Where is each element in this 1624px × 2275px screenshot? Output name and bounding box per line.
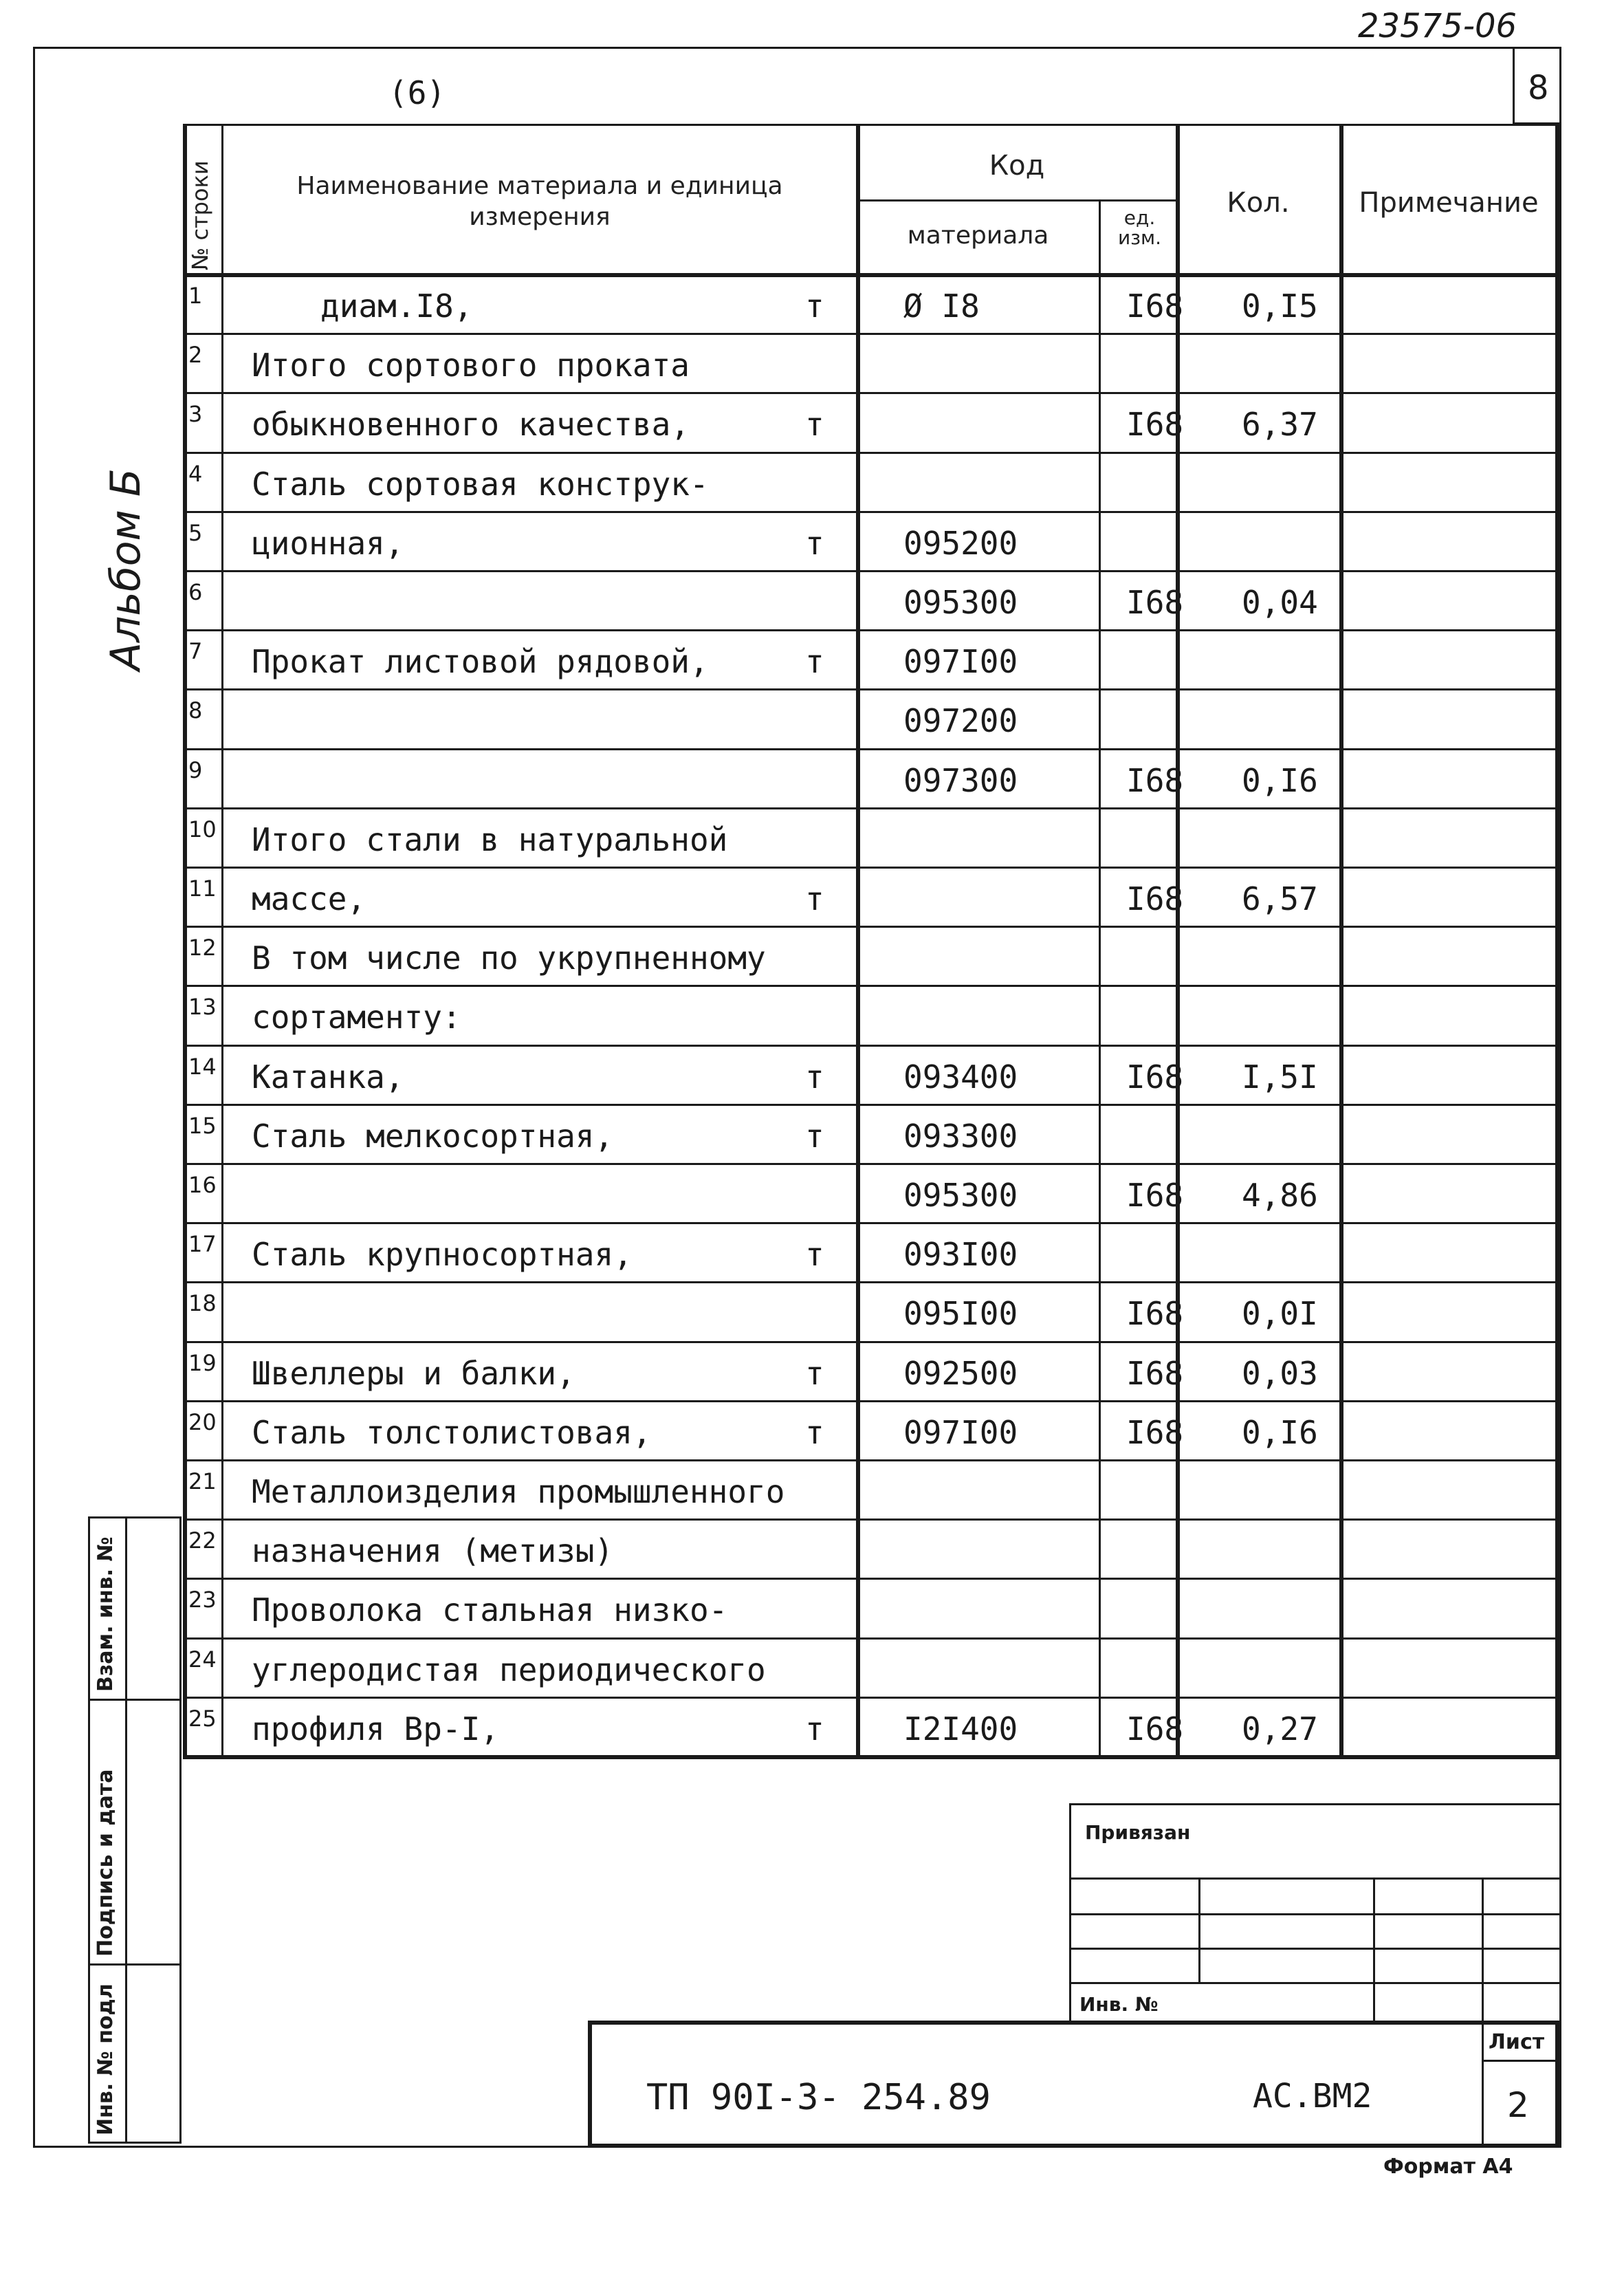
corner-divider bbox=[1513, 47, 1515, 122]
table-row bbox=[183, 927, 1558, 986]
row-unit: т bbox=[805, 1058, 824, 1096]
table-row bbox=[183, 986, 1558, 1045]
row-number: 13 bbox=[188, 994, 217, 1021]
header-code: Код bbox=[989, 150, 1045, 182]
row-unit-code: I68 bbox=[1126, 1354, 1184, 1392]
header-row-number: № строки bbox=[187, 160, 213, 270]
table-row bbox=[183, 690, 1558, 749]
side-stamp-divider bbox=[125, 1516, 127, 2144]
row-material-code: 095200 bbox=[903, 524, 1018, 562]
row-number: 8 bbox=[188, 697, 203, 724]
row-quantity: 0,03 bbox=[1242, 1354, 1318, 1392]
privyazan-col-3 bbox=[1482, 1877, 1484, 2023]
row-name: ционная, bbox=[252, 524, 404, 562]
row-name: Сталь мелкосортная, bbox=[252, 1117, 614, 1155]
table-row bbox=[183, 393, 1558, 453]
row-name: В том числе по укрупненному bbox=[252, 939, 766, 977]
row-material-code: 092500 bbox=[903, 1354, 1018, 1392]
table-row bbox=[183, 1223, 1558, 1283]
row-name: Сталь сортовая конструк- bbox=[252, 465, 709, 503]
row-number: 16 bbox=[188, 1172, 217, 1198]
row-number: 21 bbox=[188, 1468, 217, 1494]
row-number: 3 bbox=[188, 401, 203, 428]
row-number: 11 bbox=[188, 875, 217, 902]
row-unit: т bbox=[805, 1354, 824, 1392]
side-vzam-label: Взам. инв. № bbox=[94, 1536, 118, 1692]
row-unit: т bbox=[805, 1710, 824, 1748]
row-unit: т bbox=[805, 287, 824, 325]
row-quantity: 4,86 bbox=[1242, 1177, 1318, 1214]
table-row bbox=[183, 453, 1558, 512]
row-number: 1 bbox=[188, 283, 203, 309]
row-unit: т bbox=[805, 524, 824, 562]
row-number: 24 bbox=[188, 1646, 217, 1673]
table-row bbox=[183, 1342, 1558, 1402]
row-name: назначения (метизы) bbox=[252, 1532, 614, 1570]
list-number: 2 bbox=[1507, 2085, 1529, 2125]
row-material-code: 095300 bbox=[903, 584, 1018, 621]
row-name: сортаменту: bbox=[252, 999, 461, 1036]
row-name: массе, bbox=[252, 880, 366, 917]
table-row bbox=[183, 334, 1558, 393]
table-row bbox=[183, 1698, 1558, 1757]
album-label: Альбом Б bbox=[102, 468, 150, 671]
table-row bbox=[183, 572, 1558, 631]
list-label: Лист bbox=[1489, 2030, 1545, 2054]
row-unit-code: I68 bbox=[1126, 287, 1184, 325]
row-quantity: 0,I6 bbox=[1242, 1413, 1318, 1451]
row-name: Прокат листовой рядовой, bbox=[252, 643, 709, 681]
row-unit-code: I68 bbox=[1126, 1710, 1184, 1748]
row-number: 17 bbox=[188, 1231, 217, 1258]
side-stamp-line-2 bbox=[88, 1963, 182, 1966]
header-name-text: Наименование материала и единица измерения bbox=[296, 172, 783, 231]
table-row bbox=[183, 1105, 1558, 1164]
row-unit-code: I68 bbox=[1126, 1177, 1184, 1214]
row-number: 10 bbox=[188, 816, 217, 842]
row-name: Катанка, bbox=[252, 1058, 404, 1096]
row-material-code: I2I400 bbox=[903, 1710, 1018, 1748]
row-material-code: 097200 bbox=[903, 702, 1018, 740]
row-quantity: 6,37 bbox=[1242, 406, 1318, 444]
row-name: Итого стали в натуральной bbox=[252, 820, 728, 858]
row-number: 18 bbox=[188, 1290, 217, 1317]
side-inv-podl-label: Инв. № подл bbox=[94, 1983, 118, 2135]
row-name: диам.I8, bbox=[320, 287, 473, 325]
row-number: 22 bbox=[188, 1527, 217, 1554]
row-name: Проволока стальная низко- bbox=[252, 1591, 728, 1629]
row-unit-code: I68 bbox=[1126, 1058, 1184, 1096]
table-row bbox=[183, 1579, 1558, 1638]
row-name: Сталь толстолистовая, bbox=[252, 1413, 652, 1451]
row-unit-code: I68 bbox=[1126, 880, 1184, 917]
privyazan-col-2 bbox=[1373, 1877, 1375, 2023]
privyazan-col-1 bbox=[1198, 1877, 1200, 1982]
row-material-code: 095I00 bbox=[903, 1295, 1018, 1333]
table-top-border bbox=[183, 124, 1558, 126]
row-material-code: 093I00 bbox=[903, 1236, 1018, 1274]
row-number: 9 bbox=[188, 756, 203, 783]
row-quantity: 6,57 bbox=[1242, 880, 1318, 917]
table-row bbox=[183, 809, 1558, 868]
row-material-code: 093300 bbox=[903, 1117, 1018, 1155]
table-row bbox=[183, 1520, 1558, 1579]
row-name: углеродистая периодического bbox=[252, 1651, 766, 1688]
row-name: Сталь крупносортная, bbox=[252, 1236, 633, 1274]
privyazan-row-2 bbox=[1069, 1913, 1559, 1915]
row-unit-code: I68 bbox=[1126, 1295, 1184, 1333]
table-row bbox=[183, 275, 1558, 334]
row-quantity: 0,I6 bbox=[1242, 761, 1318, 799]
row-unit: т bbox=[805, 643, 824, 681]
row-number: 6 bbox=[188, 579, 203, 605]
row-number: 4 bbox=[188, 460, 203, 487]
table-row bbox=[183, 1639, 1558, 1698]
row-unit-code: I68 bbox=[1126, 406, 1184, 444]
row-number: 5 bbox=[188, 519, 203, 546]
header-code-material: материала bbox=[907, 221, 1049, 250]
row-number: 14 bbox=[188, 1053, 217, 1080]
table-row bbox=[183, 1046, 1558, 1105]
row-material-code: 095300 bbox=[903, 1177, 1018, 1214]
row-unit: т bbox=[805, 1117, 824, 1155]
table-row bbox=[183, 1164, 1558, 1223]
row-quantity: 0,04 bbox=[1242, 584, 1318, 621]
table-row bbox=[183, 1461, 1558, 1520]
format-label: Формат А4 bbox=[1383, 2155, 1513, 2179]
privyazan-row-3 bbox=[1069, 1948, 1559, 1950]
privyazan-row-4 bbox=[1069, 1982, 1559, 1984]
header-name bbox=[227, 171, 853, 232]
row-name: обыкновенного качества, bbox=[252, 406, 690, 444]
row-number: 23 bbox=[188, 1587, 217, 1613]
table-row bbox=[183, 1402, 1558, 1461]
inv-no-label: Инв. № bbox=[1079, 1993, 1159, 2016]
table-row bbox=[183, 631, 1558, 690]
row-number: 25 bbox=[188, 1705, 217, 1732]
row-material-code: 093400 bbox=[903, 1058, 1018, 1096]
side-stamp-line-1 bbox=[88, 1699, 182, 1701]
row-quantity: 0,I5 bbox=[1242, 287, 1318, 325]
row-unit: т bbox=[805, 406, 824, 444]
row-number: 19 bbox=[188, 1349, 217, 1376]
row-quantity: 0,27 bbox=[1242, 1710, 1318, 1748]
sheet-code: АС.ВМ2 bbox=[1253, 2077, 1372, 2115]
row-number: 2 bbox=[188, 342, 203, 369]
row-name: Итого сортового проката bbox=[252, 347, 690, 384]
document-number: 23575-06 bbox=[1358, 7, 1517, 45]
row-number: 7 bbox=[188, 638, 203, 665]
row-name: Швеллеры и балки, bbox=[252, 1354, 575, 1392]
section-marker: (6) bbox=[388, 74, 446, 111]
side-podpis-label: Подпись и дата bbox=[94, 1769, 118, 1957]
list-label-line bbox=[1482, 2060, 1557, 2062]
row-material-code: 097300 bbox=[903, 761, 1018, 799]
header-note: Примечание bbox=[1359, 187, 1539, 219]
header-qty: Кол. bbox=[1227, 187, 1290, 219]
privyazan-row-1 bbox=[1069, 1877, 1559, 1880]
row-number: 20 bbox=[188, 1408, 217, 1435]
row-name: профиля Вр-I, bbox=[252, 1710, 500, 1748]
row-material-code: Ø I8 bbox=[903, 287, 980, 325]
row-material-code: 097I00 bbox=[903, 643, 1018, 681]
row-unit-code: I68 bbox=[1126, 1413, 1184, 1451]
table-row bbox=[183, 512, 1558, 572]
code-subheader-line bbox=[856, 199, 1178, 202]
table-row bbox=[183, 750, 1558, 809]
table-row bbox=[183, 1283, 1558, 1342]
row-quantity: 0,0I bbox=[1242, 1295, 1318, 1333]
row-unit-code: I68 bbox=[1126, 584, 1184, 621]
row-unit-code: I68 bbox=[1126, 761, 1184, 799]
header-code-unit: ед. изм. bbox=[1117, 206, 1162, 250]
row-quantity: I,5I bbox=[1242, 1058, 1318, 1096]
privyazan-top-border bbox=[1069, 1803, 1559, 1805]
row-number: 12 bbox=[188, 935, 217, 961]
row-number: 15 bbox=[188, 1112, 217, 1139]
doc-code: ТП 90I-3- 254.89 bbox=[646, 2077, 991, 2118]
row-unit: т bbox=[805, 1236, 824, 1274]
row-name: Металлоизделия промышленного bbox=[252, 1473, 785, 1510]
privyazan-label: Привязан bbox=[1085, 1821, 1191, 1844]
row-material-code: 097I00 bbox=[903, 1413, 1018, 1451]
table-row bbox=[183, 868, 1558, 927]
row-unit: т bbox=[805, 880, 824, 917]
page-corner-number: 8 bbox=[1528, 69, 1549, 107]
list-divider bbox=[1482, 2021, 1484, 2148]
row-unit: т bbox=[805, 1413, 824, 1451]
